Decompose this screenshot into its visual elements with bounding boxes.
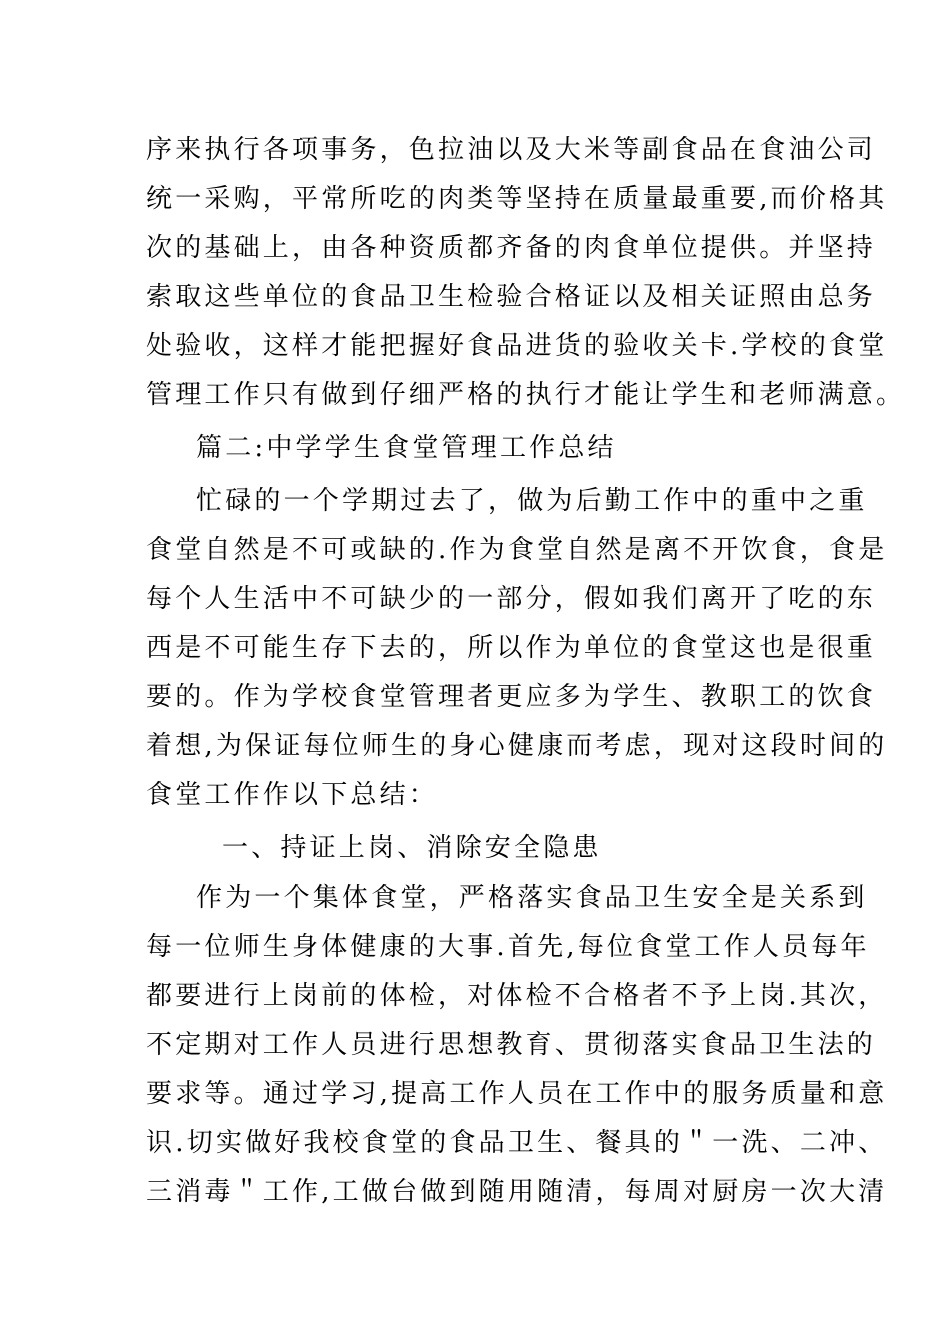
paragraph-line: 序来执行各项事务，色拉油以及大米等副食品在食油公司 <box>146 135 877 165</box>
paragraph-line: 处验收，这样才能把握好食品进货的验收关卡.学校的食堂 <box>146 331 888 361</box>
paragraph-line: 食堂自然是不可或缺的.作为食堂自然是离不开饮食，食是 <box>146 535 888 565</box>
paragraph-line: 每一位师生身体健康的大事.首先,每位食堂工作人员每年 <box>146 932 870 962</box>
section-heading: 篇二:中学学生食堂管理工作总结 <box>196 433 617 463</box>
paragraph-line: 西是不可能生存下去的，所以作为单位的食堂这也是很重 <box>146 633 877 663</box>
paragraph-line: 食堂工作作以下总结： <box>146 780 439 810</box>
paragraph-line: 索取这些单位的食品卫生检验合格证以及相关证照由总务 <box>146 282 877 312</box>
paragraph-line: 忙碌的一个学期过去了，做为后勤工作中的重中之重 <box>196 486 868 516</box>
paragraph-line: 要的。作为学校食堂管理者更应多为学生、教职工的饮食 <box>146 682 877 712</box>
paragraph-line: 要求等。通过学习,提高工作人员在工作中的服务质量和意 <box>146 1079 888 1109</box>
paragraph-line: 统一采购，平常所吃的肉类等坚持在质量最重要,而价格其 <box>146 184 888 214</box>
paragraph-line: 每个人生活中不可缺少的一部分，假如我们离开了吃的东 <box>146 584 877 614</box>
paragraph-line: 都要进行上岗前的体检，对体检不合格者不予上岗.其次， <box>146 981 888 1011</box>
paragraph-line: 着想,为保证每位师生的身心健康而考虑，现对这段时间的 <box>146 731 888 761</box>
paragraph-line: 管理工作只有做到仔细严格的执行才能让学生和老师满意。 <box>146 380 906 410</box>
paragraph-line: 作为一个集体食堂，严格落实食品卫生安全是关系到 <box>196 883 868 913</box>
subsection-heading: 一、持证上岗、消除安全隐患 <box>222 833 602 863</box>
paragraph-line: 次的基础上，由各种资质都齐备的肉食单位提供。并坚持 <box>146 233 877 263</box>
paragraph-line: 三消毒＂工作,工做台做到随用随清，每周对厨房一次大清 <box>146 1177 888 1207</box>
paragraph-line: 识.切实做好我校食堂的食品卫生、餐具的＂一洗、二冲、 <box>146 1128 888 1158</box>
paragraph-line: 不定期对工作人员进行思想教育、贯彻落实食品卫生法的 <box>146 1030 877 1060</box>
